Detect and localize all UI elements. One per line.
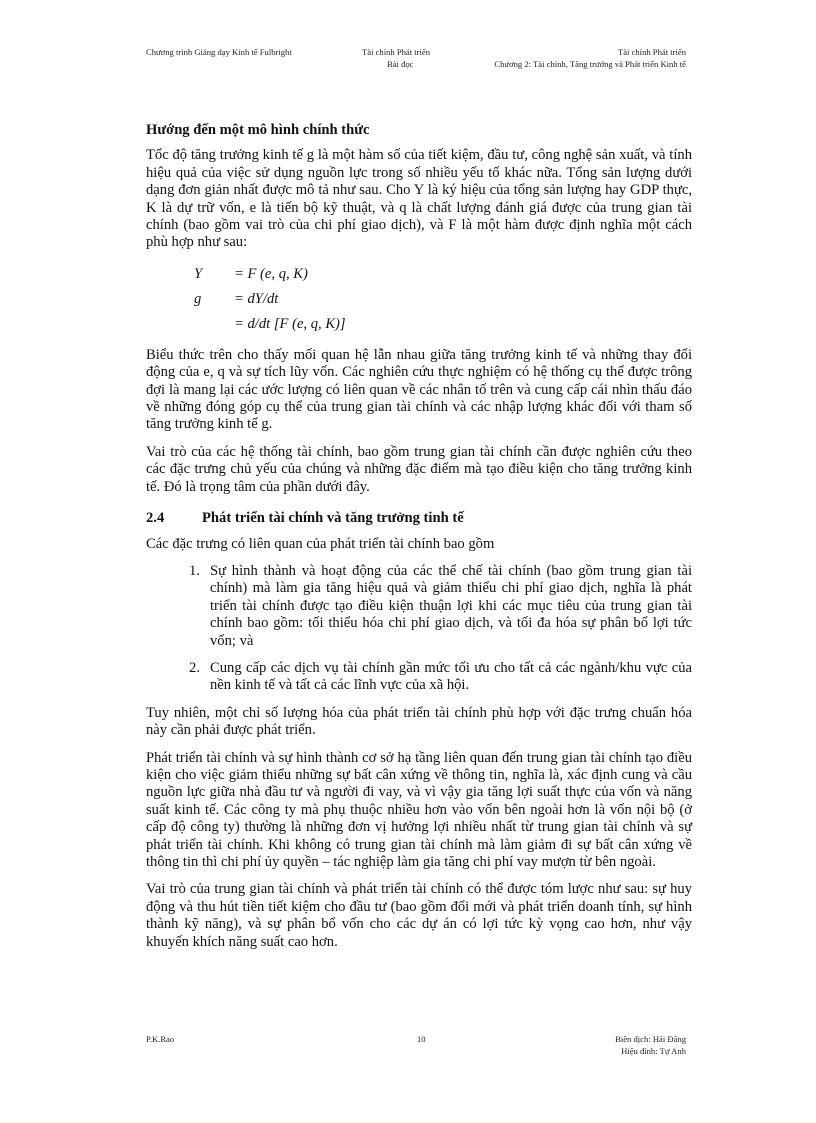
list-item bbox=[146, 563, 692, 650]
list-marker: 2. bbox=[189, 659, 200, 676]
footer-editor: Hiệu đính: Tự Anh bbox=[621, 1046, 686, 1056]
equation-lhs: g bbox=[194, 290, 202, 307]
page-footer bbox=[146, 1033, 692, 1063]
equation-block bbox=[194, 262, 692, 337]
equation-rhs: = F (e, q, K) bbox=[234, 265, 308, 282]
section-number: 2.4 bbox=[146, 510, 165, 527]
page-number: 10 bbox=[417, 1034, 426, 1044]
paragraph-characteristics-intro: Các đặc trưng có liên quan của phát triển tài chính bao gồm bbox=[146, 535, 495, 552]
paragraph-role-summary: Vai trò của trung gian tài chính và phát triển tài chính có thể được tóm lược như sau: sự huy động và thu hút tiền tiết kiệm cho đầu tư (bao gồm đổi mới và phát triển doanh tính, sự hình thành kỹ năng), và sự phân bổ vốn cho các dự án có lợi tức kỳ vọng cao hơn, như vậy khuyến khích năng suất cao hơn. bbox=[146, 881, 692, 950]
header-course-right: Tài chính Phát triển bbox=[617, 47, 686, 57]
equation-row bbox=[194, 262, 692, 287]
list-item bbox=[146, 660, 692, 695]
paragraph-expression-explanation: Biểu thức trên cho thấy mối quan hệ lẫn nhau giữa tăng trưởng kinh tế và những thay đổi động của e, q và sự tích lũy vốn. Các nghiên cứu thực nghiệm có hệ thống cụ thể được trông đợi là mang lại các ước lượng có liên quan về các nhân tố trên và cung cấp cái nhìn thấu đáo về những đóng góp cụ thể của trung gian tài chính và các nhập lượng khác đối với tham số tăng trưởng kinh tế g. bbox=[146, 346, 692, 433]
characteristics-list bbox=[146, 563, 692, 695]
list-item-text: Cung cấp các dịch vụ tài chính gần mức tối ưu cho tất cả các ngành/khu vực của nền kinh tế và tất cả các lĩnh vực của xã hội. bbox=[210, 659, 692, 694]
equation-row bbox=[194, 287, 692, 312]
equation-rhs: = dY/dt bbox=[234, 290, 279, 307]
list-item-text: Sự hình thành và hoạt động của các thể chế tài chính (bao gồm trung gian tài chính) mà làm gia tăng hiệu quả và giảm thiểu chi phí giao dịch, nghĩa là phát triển tài chính được tạo điều kiện thuận lợi khi các mục tiêu của trung gian tài chính bao gồm: tối thiểu hóa chi phí giao dịch, và tối đa hóa sự phân bổ lợi tức vốn; và bbox=[210, 562, 692, 649]
header-reading: Bài đọc bbox=[387, 59, 414, 69]
footer-credits bbox=[615, 1033, 686, 1057]
page-body bbox=[146, 122, 692, 961]
section-heading-formal-model: Hướng đến một mô hình chính thức bbox=[146, 122, 370, 138]
footer-translator: Biên dịch: Hải Đăng bbox=[615, 1034, 686, 1044]
page-header bbox=[146, 46, 686, 76]
section-title: Phát triển tài chính và tăng trưởng tinh tế bbox=[202, 510, 464, 527]
header-program: Chương trình Giảng dạy Kinh tế Fulbright bbox=[146, 47, 292, 57]
paragraph-quantitative-indicator: Tuy nhiên, một chỉ số lượng hóa của phát triển tài chính phù hợp với đặc trưng chuẩn hóa này cần phải được phát triển. bbox=[146, 704, 692, 739]
paragraph-information-asymmetry: Phát triển tài chính và sự hình thành cơ sở hạ tầng liên quan đến trung gian tài chính tạo điều kiện cho việc giảm thiểu những sự bất cân xứng về thông tin, nghĩa là, xác định cung và cầu nguồn lực giữa nhà đầu tư và người đi vay, và vì vậy gia tăng lợi suất thực của vốn và năng suất kinh tế. Các công ty mà phụ thuộc nhiều hơn vào vốn bên ngoài hơn là vốn nội bộ (ở cấp độ công ty) thường là những đơn vị hưởng lợi nhiều nhất từ trung gian tài chính và sự phát triển tài chính. Khi không có trung gian tài chính mà làm giảm đi sự bất cân xứng về thông tin thì chi phí ủy quyền – tác nghiệp làm gia tăng chi phí vay mượn từ bên ngoài. bbox=[146, 749, 692, 870]
equation-row bbox=[194, 312, 692, 337]
paragraph-growth-function: Tốc độ tăng trưởng kinh tế g là một hàm số của tiết kiệm, đầu tư, công nghệ sản xuất, và tính hiệu quả của việc sử dụng nguồn lực trong số nhiều yếu tố khác nữa. Tổng sản lượng dưới dạng đơn giản nhất được mô tả như sau. Cho Y là ký hiệu của tổng sản lượng hay GDP thực, K là dự trữ vốn, e là tiến bộ kỹ thuật, và q là chất lượng đánh giá được của trung gian tài chính (bao gồm vai trò của chi phí giao dịch), và F là một hàm được định nghĩa một cách phù hợp như sau: bbox=[146, 147, 692, 251]
header-chapter: Chương 2: Tài chính, Tăng trưởng và Phát triển Kinh tế bbox=[494, 59, 686, 69]
section-heading-2-4 bbox=[146, 510, 692, 527]
footer-author: P.K.Rao bbox=[146, 1034, 175, 1044]
paragraph-financial-systems-role: Vai trò của các hệ thống tài chính, bao gồm trung gian tài chính cần được nghiên cứu theo các đặc trưng chủ yếu của chúng và những đặc điểm mà tạo điều kiện cho tăng trưởng kinh tế. Đó là trọng tâm của phần dưới đây. bbox=[146, 443, 692, 495]
list-marker: 1. bbox=[189, 562, 200, 579]
equation-lhs: Y bbox=[194, 265, 203, 282]
header-course-left: Tài chính Phát triển bbox=[362, 47, 431, 57]
equation-rhs: = d/dt [F (e, q, K)] bbox=[234, 315, 346, 332]
